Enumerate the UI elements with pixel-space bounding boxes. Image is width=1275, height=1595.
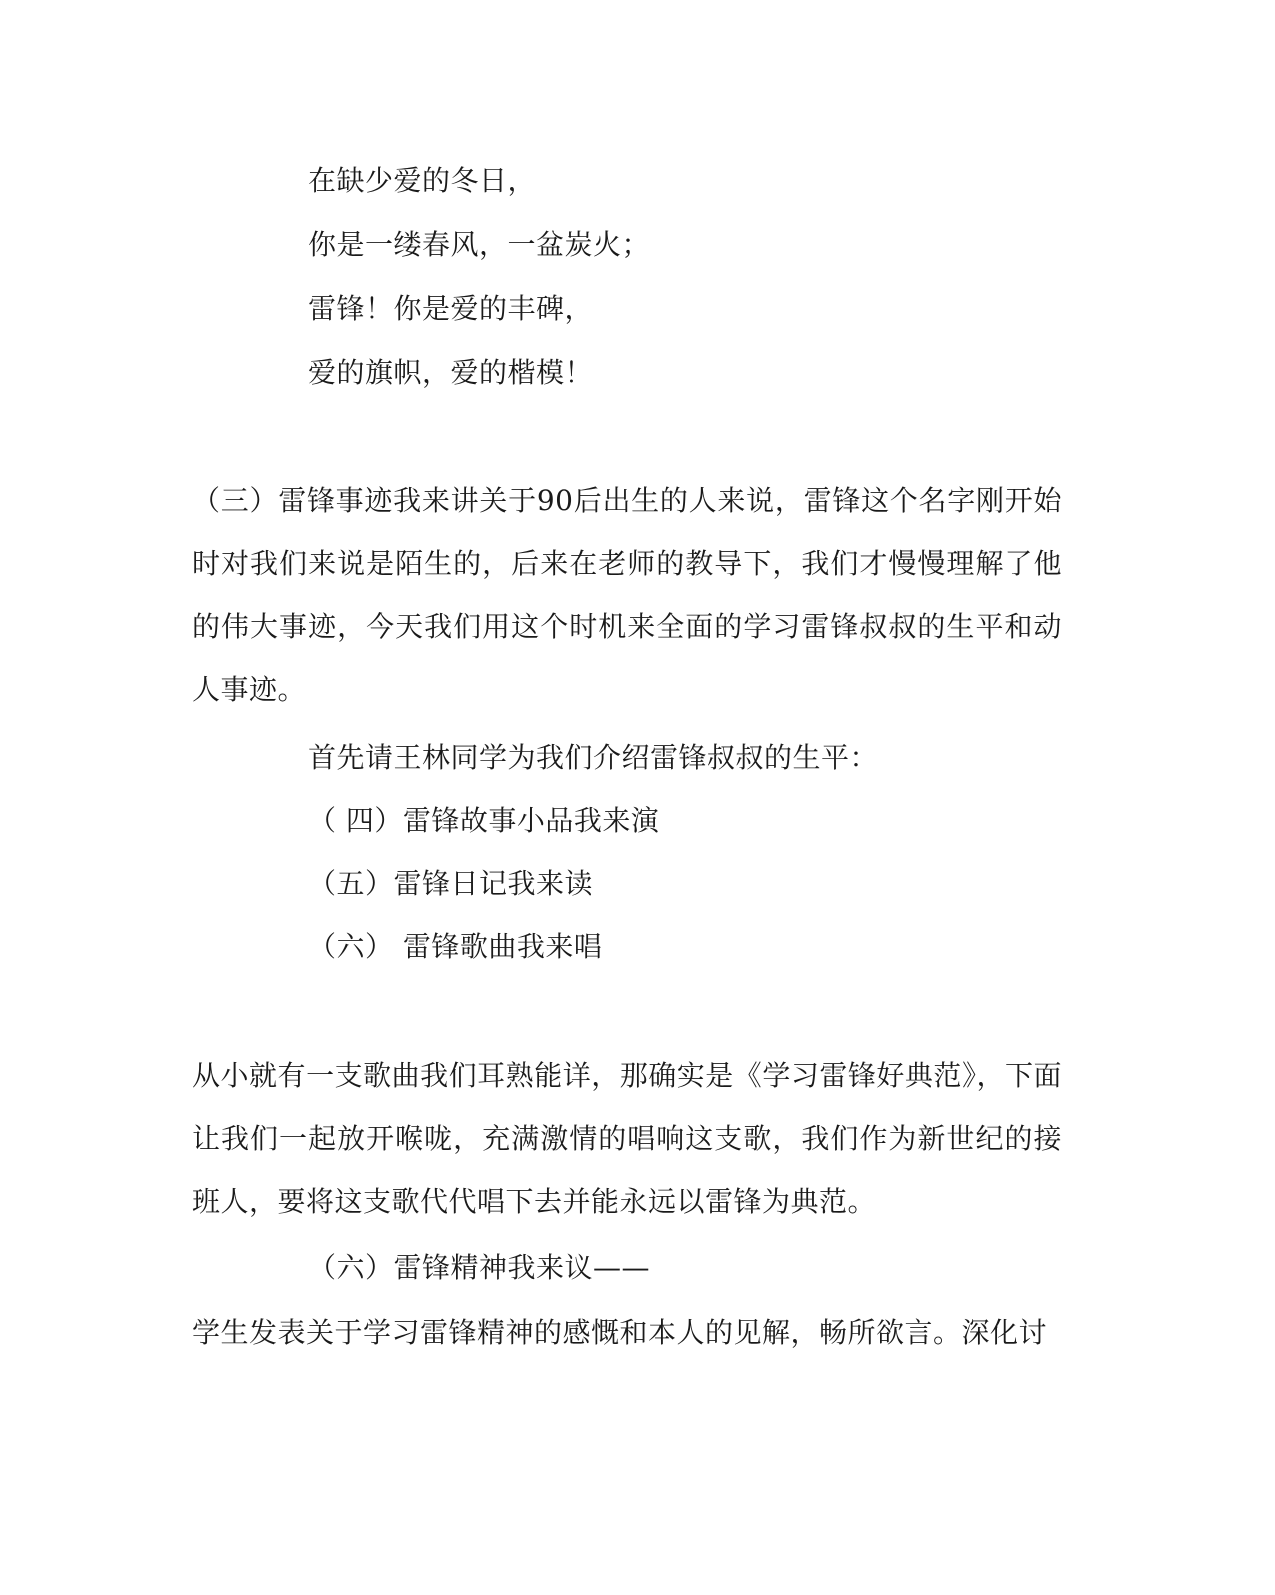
song-paragraph: 从小就有一支歌曲我们耳熟能详，那确实是《学习雷锋好典范》，下面让我们一起放开喉咙，充满激情的唱响这支歌，我们作为新世纪的接班人，要将这支歌代代唱下去并能永远以雷锋为典范。 [192,1059,1062,1218]
poem-line-2: 你是一缕春风，一盆炭火； [308,228,651,261]
section-3-paragraph: （三）雷锋事迹我来讲关于90后出生的人来说，雷锋这个名字刚开始时对我们来说是陌生的，后来在老师的教导下，我们才慢慢理解了他的伟大事迹，今天我们用这个时机来全面的学习雷锋叔叔的生平和动人事迹。 [192,484,1062,706]
section-6-discussion-heading: （六）雷锋精神我来议—— [308,1251,651,1284]
poem-line-1: 在缺少爱的冬日， [308,164,537,197]
section-3-intro: 首先请王林同学为我们介绍雷锋叔叔的生平： [308,741,879,774]
discussion-paragraph: 学生发表关于学习雷锋精神的感慨和本人的见解，畅所欲言。深化讨 [192,1316,1048,1349]
poem-line-4: 爱的旗帜，爱的楷模！ [308,356,594,389]
section-5-heading: （五）雷锋日记我来读 [308,867,594,900]
section-6-song-heading: （六） 雷锋歌曲我来唱 [308,930,603,963]
poem-line-3: 雷锋！你是爱的丰碑， [308,292,594,325]
section-4-heading: （ 四）雷锋故事小品我来演 [308,804,660,837]
